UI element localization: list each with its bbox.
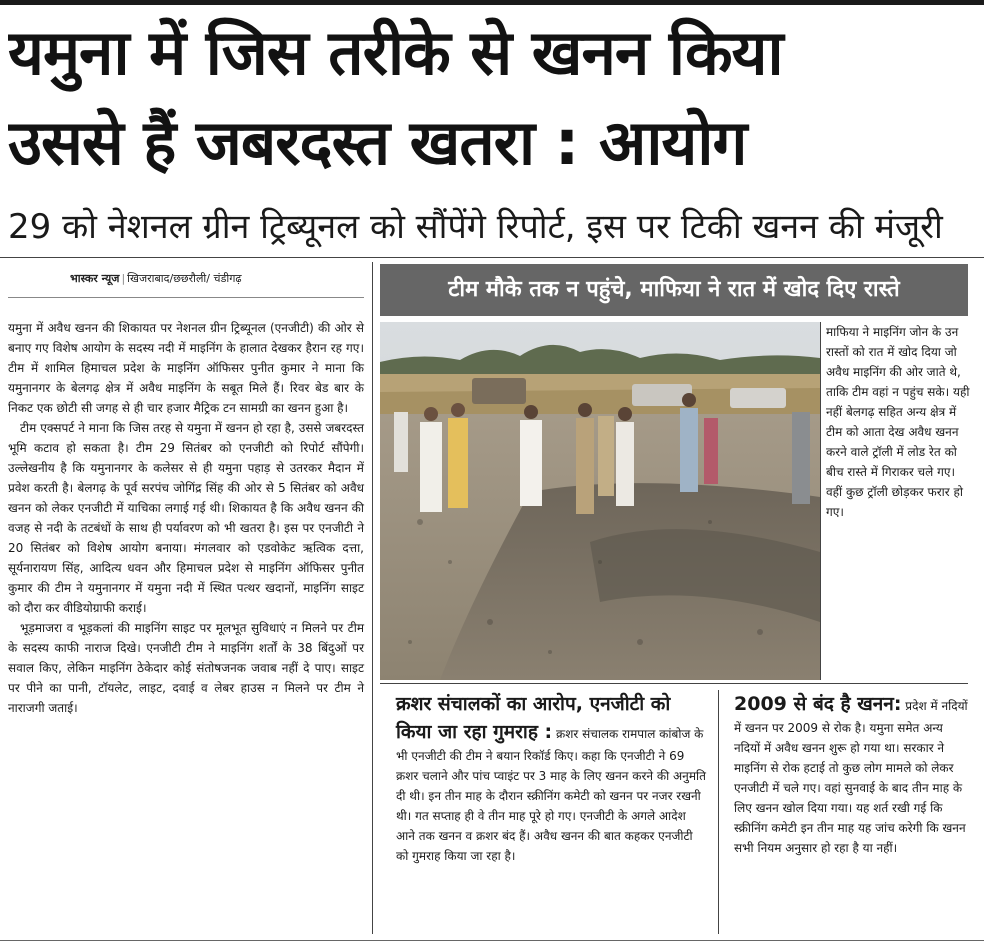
byline-agency: भास्कर न्यूज [70, 272, 120, 285]
ban-story [734, 690, 970, 858]
photo-river-bed-illustration [380, 322, 820, 680]
crusher-story [396, 690, 706, 866]
column-divider [372, 262, 373, 934]
main-story-paragraph-1: यमुना में अवैध खनन की शिकायत पर नेशनल ग्रीन ट्रिब्यूनल (एनजीटी) की ओर से बनाए गए विशेष आयोग के सदस्य नदी में माइनिंग के हालात देखकर हैरान रह गए। टीम में शामिल हिमाचल प्रदेश के माइनिंग ऑफिसर पुनीत कुमार ने माना कि यमुनानगर के बेलगढ़ क्षेत्र में अवैध माइनिंग के सबूत मिले हैं। रिवर बेड बार के निकट एक छोटी सी जगह से ही चार हजार मैट्रिक टन सामग्री का खनन हुआ है। [8, 321, 364, 415]
bottom-rule [0, 940, 984, 941]
crusher-story-lead: क्रशर संचालकों का आरोप, एनजीटी को किया जा रहा गुमराह : [396, 693, 671, 743]
news-photo [380, 322, 820, 680]
photo-caption: माफिया ने माइनिंग जोन के उन रास्तों को रात में खोद दिया जो अवैध माइनिंग की ओर जाते थे, ताकि टीम वहां न पहुंच सके। यही नहीं बेलगढ़ सहित अन्य क्षेत्र में टीम को आता देख अवैध खनन करने वाले ट्रॉली में लोड रेत को बीच रास्ते में गिराकर चले गए। वहीं कुछ ट्रॉली छोड़कर फरार हो गए। [826, 325, 970, 519]
ban-story-lead: 2009 से बंद है खनन: [734, 693, 902, 715]
main-story [8, 318, 364, 718]
crusher-story-body: क्रशर संचालक रामपाल कांबोज के भी एनजीटी की टीम ने बयान रिकॉर्ड किए। कहा कि एनजीटी ने 69 क्रशर चलाने और पांच प्वाइंट पर 3 माह के लिए खनन करने की अनुमति दी थी। इन तीन माह के दौरान स्क्रीनिंग कमेटी को खनन पर नजर रखनी थी। गत सप्ताह ही वे तीन माह पूरे हो गए। एनजीटी के अगले आदेश आने तक खनन व क्रशर बंद हैं। अवैध खनन की बात कहकर एनजीटी को गुमराह किया जा रहा है। [396, 727, 706, 863]
top-rule [0, 0, 984, 5]
byline-rule [8, 297, 364, 298]
box-rule [380, 683, 968, 684]
photo-caption-divider [820, 322, 821, 680]
headline [8, 8, 978, 188]
subheadline: 29 को नेशनल ग्रीन ट्रिब्यूनल को सौंपेंगे रिपोर्ट, इस पर टिकी खनन की मंजूरी [8, 207, 943, 247]
byline-places: खिजराबाद/छछरौली/ चंडीगढ़ [127, 272, 242, 285]
byline-separator: | [121, 272, 126, 285]
headline-line-2: उससे हैं जबरदस्त खतरा : आयोग [8, 106, 747, 179]
byline [70, 271, 242, 286]
subheadline-rule [0, 257, 984, 258]
main-story-paragraph-3: भूड़माजरा व भूड़कलां की माइनिंग साइट पर मूलभूत सुविधाएं न मिलने पर टीम के सदस्य काफी नाराज दिखे। एनजीटी टीम ने माइनिंग शर्तों के 38 बिंदुओं पर सवाल किए, लेकिन माइनिंग ठेकेदार कोई संतोषजनक जवाब नहीं दे पाए। साइट पर पीने का पानी, टॉयलेट, लाइट, दवाई व लेबर हाउस न मिलने पर टीम ने नाराजगी जताई। [8, 621, 364, 715]
headline-line-1: यमुना में जिस तरीके से खनन किया [8, 16, 783, 89]
main-story-paragraph-2: टीम एक्सपर्ट ने माना कि जिस तरह से यमुना में खनन हो रहा है, उससे जबरदस्त भूमि कटाव हो सकता है। टीम 29 सितंबर को एनजीटी को रिपोर्ट सौंपेगी। उल्लेखनीय है कि यमुनानगर के कलेसर से ही यमुना पहाड़ से उतरकर मैदान में प्रवेश करती है। बेलगढ़ के पूर्व सरपंच जोगिंद्र सिंह की ओर से 5 सितंबर को अवैध खनन को लेकर एनजीटी में याचिका लगाई गई थी। शिकायत है कि अवैध खनन की वजह से नदी के तटबंधों के साथ ही पर्यावरण को भी खतरा है। इस पर एनजीटी ने 20 सितंबर को विशेष आयोग बनाया। मंगलवार को एडवोकेट ऋत्विक दत्ता, सूर्यनारायण सिंह, आदित्य धवन और हिमाचल प्रदेश से माइनिंग ऑफिसर पुनीत कुमार की टीम ने यमुनानगर में यमुना नदी में स्थित पत्थर खदानों, माइनिंग साइट को दौरा कर वीडियोग्राफी कराई। [8, 421, 364, 615]
story-divider [718, 690, 719, 934]
box-banner: टीम मौके तक न पहुंचे, माफिया ने रात में खोद दिए रास्ते [380, 264, 968, 316]
ban-story-body: प्रदेश में नदियों में खनन पर 2009 से रोक है। यमुना समेत अन्य नदियों में अवैध खनन शुरू हो गया था। सरकार ने माइनिंग से रोक हटाई तो कुछ लोग मामले को लेकर एनजीटी में चले गए। वहां सुनवाई के बाद तीन माह के लिए खनन खोल दिया गया। यह शर्त रखी गई कि स्क्रीनिंग कमेटी इन तीन माह यह जांच करेगी कि खनन सभी नियम अनुसार हो रहा है या नहीं। [734, 699, 968, 855]
